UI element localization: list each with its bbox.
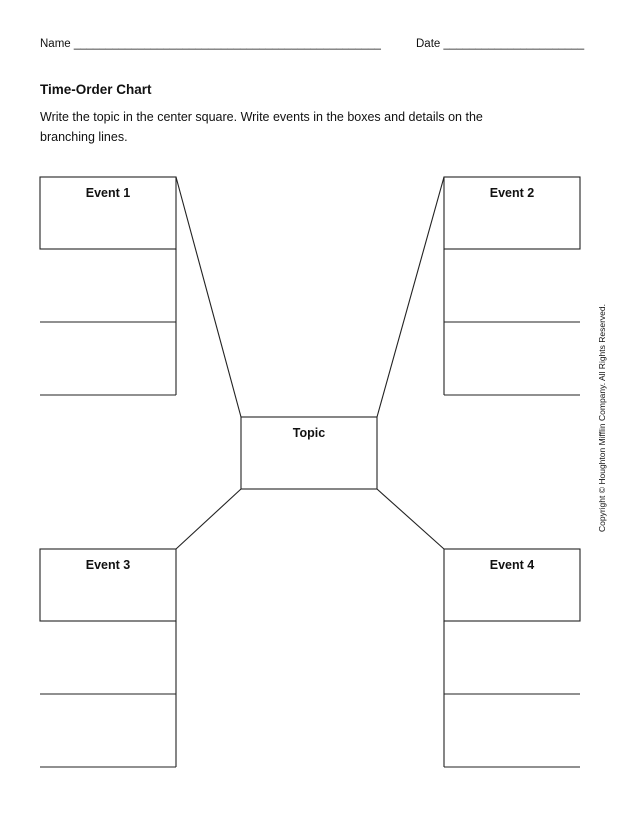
- event-group-4: [444, 549, 580, 767]
- event-label-4: Event 4: [489, 558, 535, 572]
- event-label-1: Event 1: [85, 186, 131, 200]
- instructions-text: Write the topic in the center square. Write events in the boxes and details on the branching lines.: [40, 110, 483, 144]
- connector-event-1: [176, 177, 241, 417]
- date-field-line[interactable]: Date ______________________: [416, 38, 585, 50]
- event-group-1: [40, 177, 176, 395]
- copyright-notice: Copyright © Houghton Mifflin Company. All Rights Reserved.: [597, 304, 607, 532]
- event-group-3: [40, 549, 176, 767]
- event-group-2: [444, 177, 580, 395]
- connector-event-2: [377, 177, 444, 417]
- connector-event-4: [377, 489, 444, 549]
- worksheet-title: Time-Order Chart: [40, 82, 152, 97]
- connector-event-3: [176, 489, 241, 549]
- event-label-3: Event 3: [85, 558, 131, 572]
- event-label-2: Event 2: [489, 186, 535, 200]
- name-field-line[interactable]: Name ________________________________________________: [40, 38, 381, 50]
- topic-label: Topic: [292, 426, 326, 440]
